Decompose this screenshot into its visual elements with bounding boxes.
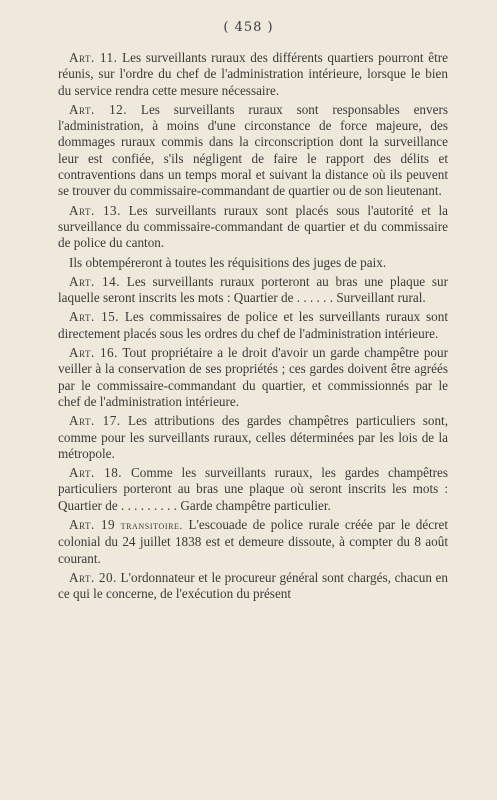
article-label: Art. 19 [69,517,116,533]
article-body: Ils obtempéreront à toutes les réquisitions des juges de paix. [69,254,387,270]
page-number: ( 458 ) [223,20,274,35]
article-label: Art. 13. [69,202,121,218]
article-12 [58,102,448,200]
article-qualifier: transitoire. [120,520,183,533]
article-17 [58,413,448,462]
article-body: Tout propriétaire a le droit d'avoir un garde champêtre pour veiller à la conservation de ses propriétés ; ces gardes doivent être agréés par le commissaire-commandant du quartier, et commissionnés par le chef de l'administration intérieure. [58,345,448,409]
article-15 [58,309,448,342]
article-20 [58,570,448,603]
article-14 [58,274,448,307]
article-body: L'escouade de police rurale créée par le décret colonial du 24 juillet 1838 est et demeure dissoute, à compter du 8 août courant. [58,517,449,566]
article-label: Art. 17. [69,413,121,429]
article-body: Les surveillants ruraux porteront au bras une plaque sur laquelle seront inscrits les mots : Quartier de . . . . . . Surveillant rural. [58,273,449,306]
article-19 [58,517,448,567]
article-body: Les surveillants ruraux sont placés sous l'autorité et la surveillance du commissaire-commandant de quartier et du commissaire de police du canton. [58,202,449,251]
article-label: Art. 11. [69,50,118,65]
article-label: Art. 18. [69,465,123,481]
article-body: L'ordonnateur et le procureur général sont chargés, chacun en ce qui le concerne, de l'exécution du présent [58,569,449,602]
article-18 [58,465,448,514]
article-body: Comme les surveillants ruraux, les gardes champêtres particuliers porteront au bras une plaque où seront inscrits les mots : Quartier de . . . . . . . . . Garde champêtre particulier. [58,465,449,513]
article-16 [58,345,448,410]
article-label: Art. 20. [69,569,117,585]
article-13-continued [58,255,448,271]
article-label: Art. 15. [69,309,120,325]
article-body: Les surveillants ruraux sont responsables envers l'administration, à moins d'une circonstance de force majeure, des dommages ruraux commis dans la circonscription dont la surveillance leur est confiée, s'ils négligent de faire le rapport des délits et contraventions dans un temps moral et suivant la distance où ils peuvent se trouver du commissaire-commandant de quartier ou de son lieutenant. [58,101,448,199]
article-body: Les surveillants ruraux des différents quartiers pourront être réunis, sur l'ordre du chef de l'administration intérieure, lorsque le bien du service rendra cette mesure nécessaire. [58,50,448,98]
article-label: Art. 16. [69,345,118,361]
article-body: Les attributions des gardes champêtres particuliers sont, comme pour les surveillants ruraux, celles déterminées par les lois de la métropole. [58,413,448,461]
article-label: Art. 14. [69,273,121,289]
article-body: Les commissaires de police et les surveillants ruraux sont directement placés sous les ordres du chef de l'administration intérieure. [58,309,449,341]
article-text [58,50,448,606]
article-label: Art. 12. [69,101,128,117]
article-11 [58,50,448,99]
article-13 [58,203,448,252]
